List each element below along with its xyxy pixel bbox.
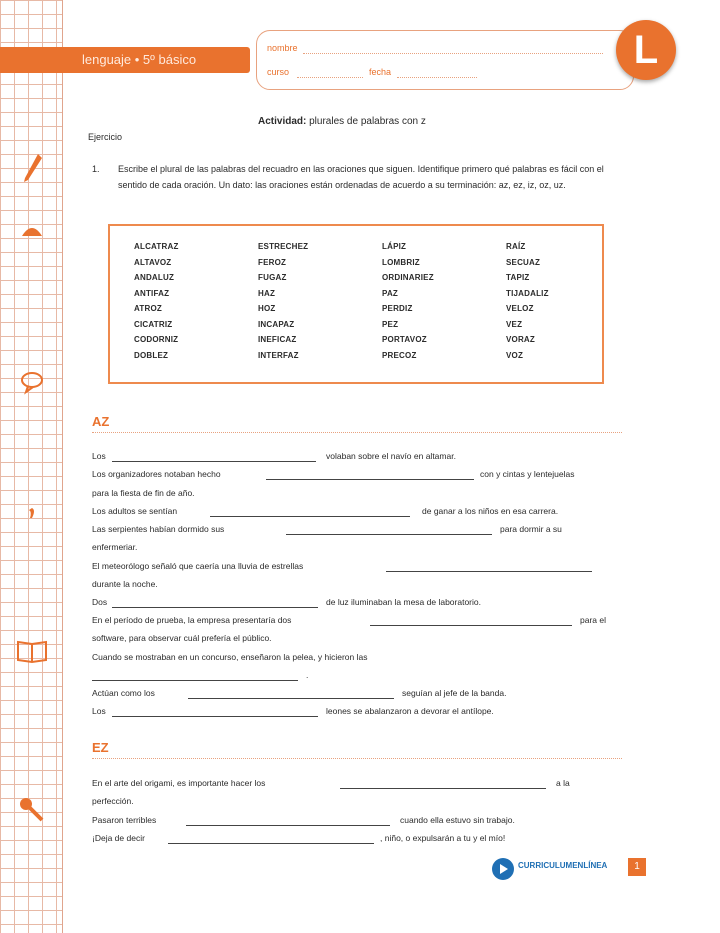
sentence-text: , niño, o expulsarán a tu y el mío! bbox=[380, 833, 506, 843]
date-label: fecha bbox=[369, 67, 392, 77]
course-label: curso bbox=[267, 67, 290, 77]
answer-blank[interactable] bbox=[286, 534, 492, 535]
word: SECUAZ bbox=[506, 257, 541, 267]
sentence-text: ¡Deja de decir bbox=[92, 833, 145, 843]
instruction bbox=[92, 161, 612, 193]
word: LÁPIZ bbox=[382, 242, 407, 251]
word: FEROZ bbox=[258, 257, 287, 267]
word-column-2 bbox=[258, 242, 378, 366]
sentence-text: leones se abalanzaron a devorar el antílope. bbox=[326, 706, 494, 716]
sentence-text: Los adultos se sentían bbox=[92, 506, 178, 516]
word: PAZ bbox=[382, 288, 399, 298]
word: ALTAVOZ bbox=[134, 257, 172, 267]
answer-blank[interactable] bbox=[340, 788, 546, 789]
activity-title bbox=[258, 116, 426, 127]
word-column-3 bbox=[382, 242, 502, 366]
footer-brand: CURRICULUMENLÍNEA bbox=[518, 861, 608, 870]
activity-title-rest: plurales de palabras con z bbox=[306, 116, 426, 127]
word: INTERFAZ bbox=[258, 350, 299, 360]
word: RAÍZ bbox=[506, 242, 526, 251]
play-icon bbox=[500, 864, 508, 874]
subject-badge: L bbox=[616, 20, 676, 80]
sentence-text: para la fiesta de fin de año. bbox=[92, 488, 195, 498]
word: ALCATRAZ bbox=[134, 242, 179, 251]
answer-blank[interactable] bbox=[112, 607, 318, 608]
word: INCAPAZ bbox=[258, 319, 295, 329]
word: LOMBRIZ bbox=[382, 257, 420, 267]
word: ANDALUZ bbox=[134, 273, 175, 282]
sentence-text: volaban sobre el navío en altamar. bbox=[326, 451, 456, 461]
sentence-text: seguían al jefe de la banda. bbox=[402, 688, 507, 698]
answer-blank[interactable] bbox=[386, 571, 592, 572]
sentence-text: Pasaron terribles bbox=[92, 815, 157, 825]
section-divider bbox=[92, 758, 622, 759]
word: PERDIZ bbox=[382, 304, 413, 313]
word: VOZ bbox=[506, 350, 524, 360]
sentence-text: cuando ella estuvo sin trabajo. bbox=[400, 815, 515, 825]
student-info-box bbox=[256, 30, 634, 90]
sentence-text: enfermeriar. bbox=[92, 542, 138, 552]
drop-icon bbox=[14, 214, 50, 250]
section-heading-az: AZ bbox=[92, 414, 110, 429]
section-divider bbox=[92, 432, 622, 433]
word: INEFICAZ bbox=[258, 335, 297, 344]
name-field[interactable] bbox=[303, 53, 603, 54]
subject-label: lenguaje • 5º básico bbox=[82, 52, 197, 67]
word: ESTRECHEZ bbox=[258, 242, 309, 251]
sentence-text: con y cintas y lentejuelas bbox=[480, 469, 575, 479]
word: ANTIFAZ bbox=[134, 288, 170, 298]
sentence-text: Actúan como los bbox=[92, 688, 155, 698]
word: PEZ bbox=[382, 319, 399, 329]
word: TIJADALIZ bbox=[506, 288, 549, 298]
sentence-text: de ganar a los niños en esa carrera. bbox=[422, 506, 559, 516]
word: VELOZ bbox=[506, 304, 534, 313]
sentence-text: Dos bbox=[92, 597, 108, 607]
sentence-text: para el bbox=[580, 615, 606, 625]
date-field[interactable] bbox=[397, 77, 477, 78]
word: ORDINARIEZ bbox=[382, 273, 434, 282]
comma-icon bbox=[14, 500, 50, 536]
microphone-icon bbox=[14, 792, 50, 828]
word-column-4 bbox=[506, 242, 626, 366]
instruction-number: 1. bbox=[92, 164, 100, 174]
word: PRECOZ bbox=[382, 350, 417, 360]
word: TAPIZ bbox=[506, 273, 530, 282]
word: CODORNIZ bbox=[134, 335, 179, 344]
word: DOBLEZ bbox=[134, 350, 169, 360]
word: VORAZ bbox=[506, 335, 535, 344]
instruction-text: Escribe el plural de las palabras del recuadro en las oraciones que siguen. Identifique primero qué palabras es fácil con el sentido de cada oración. Un dato: las oraciones están ordenadas de acuerdo a su terminación: az, ez, iz, oz, uz. bbox=[118, 164, 604, 190]
answer-blank[interactable] bbox=[370, 625, 572, 626]
sentence-text: para dormir a su bbox=[500, 524, 562, 534]
word: PORTAVOZ bbox=[382, 335, 427, 344]
pen-icon bbox=[14, 150, 50, 186]
sentence-text: a la bbox=[556, 778, 570, 788]
word: ATROZ bbox=[134, 304, 162, 313]
exercise-label: Ejercicio bbox=[88, 132, 123, 142]
section-heading-ez: EZ bbox=[92, 740, 109, 755]
sentence-text: . bbox=[306, 670, 309, 680]
sentence-text: de luz iluminaban la mesa de laboratorio. bbox=[326, 597, 481, 607]
word: FUGAZ bbox=[258, 273, 287, 282]
speech-bubble-icon bbox=[14, 364, 50, 400]
word: HOZ bbox=[258, 304, 276, 313]
answer-blank[interactable] bbox=[112, 461, 316, 462]
sentence-text: Los organizadores notaban hecho bbox=[92, 469, 221, 479]
word: CICATRIZ bbox=[134, 319, 173, 329]
activity-title-bold: Actividad: bbox=[258, 116, 307, 127]
answer-blank[interactable] bbox=[92, 680, 298, 681]
word: HAZ bbox=[258, 288, 276, 298]
word-box bbox=[108, 224, 604, 384]
sentence-text: perfección. bbox=[92, 796, 134, 806]
sentence-text: durante la noche. bbox=[92, 579, 158, 589]
sentence-text: Cuando se mostraban en un concurso, enseñaron la pelea, y hicieron las bbox=[92, 652, 368, 662]
answer-blank[interactable] bbox=[112, 716, 318, 717]
answer-blank[interactable] bbox=[186, 825, 390, 826]
answer-blank[interactable] bbox=[188, 698, 394, 699]
answer-blank[interactable] bbox=[168, 843, 374, 844]
sentence-text: Las serpientes habían dormido sus bbox=[92, 524, 225, 534]
answer-blank[interactable] bbox=[266, 479, 474, 480]
sentence-text: El meteorólogo señaló que caería una lluvia de estrellas bbox=[92, 561, 304, 571]
course-field[interactable] bbox=[297, 77, 363, 78]
name-label: nombre bbox=[267, 43, 298, 53]
sentence-text: En el arte del origami, es importante hacer los bbox=[92, 778, 266, 788]
word-column-1 bbox=[134, 242, 254, 366]
sentence-text: En el período de prueba, la empresa presentaría dos bbox=[92, 615, 292, 625]
sentence-text: software, para observar cuál prefería el público. bbox=[92, 633, 272, 643]
word: VEZ bbox=[506, 319, 523, 329]
sentence-text: Los bbox=[92, 706, 106, 716]
answer-blank[interactable] bbox=[210, 516, 410, 517]
page-number: 1 bbox=[628, 858, 646, 876]
book-icon bbox=[14, 632, 50, 668]
sentence-text: Los bbox=[92, 451, 106, 461]
